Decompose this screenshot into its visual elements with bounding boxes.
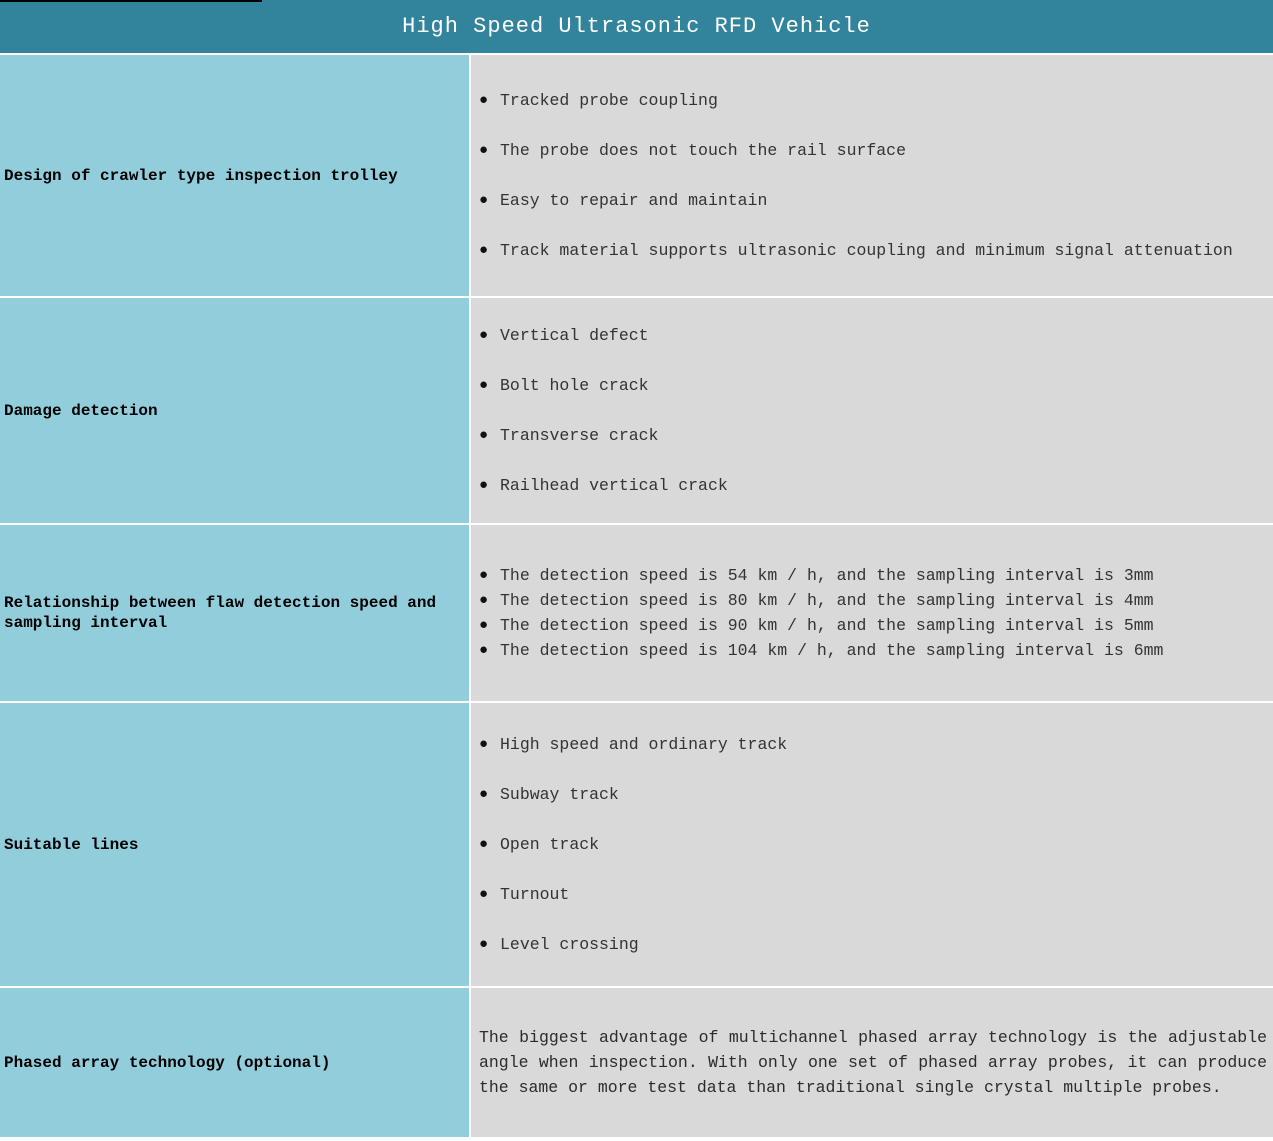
row-content-suitable-lines — [471, 703, 1273, 986]
list-item-text: Bolt hole crack — [500, 376, 649, 395]
list-item — [479, 311, 1267, 361]
list-item — [479, 870, 1267, 920]
list-item — [479, 76, 1267, 126]
row-content-phased-array — [471, 988, 1273, 1137]
list-item — [479, 411, 1267, 461]
bullet-icon: ● — [479, 886, 489, 903]
list-item-text: Tracked probe coupling — [500, 91, 718, 110]
list-item-text: Transverse crack — [500, 426, 659, 445]
list-item-text: The detection speed is 90 km / h, and the sampling interval is 5mm — [500, 616, 1154, 635]
table-row — [0, 703, 1273, 986]
list-item-text: The detection speed is 104 km / h, and the sampling interval is 6mm — [500, 641, 1164, 660]
row-label-speed-sampling — [0, 525, 469, 701]
list-item — [479, 613, 1267, 638]
row-label-text: Phased array technology (optional) — [4, 1053, 331, 1072]
list-item-text: Easy to repair and maintain — [500, 191, 768, 210]
row-label-crawler-trolley — [0, 55, 469, 296]
bullet-icon: ● — [479, 786, 489, 803]
list-item-text: Track material supports ultrasonic coupling and minimum signal attenuation — [500, 241, 1233, 260]
list-item-text: The detection speed is 54 km / h, and the sampling interval is 3mm — [500, 566, 1154, 585]
list-item — [479, 720, 1267, 770]
row-label-damage-detection — [0, 298, 469, 523]
list-item-text: Subway track — [500, 785, 619, 804]
row-content-damage-detection — [471, 298, 1273, 523]
row-label-text: Suitable lines — [4, 835, 139, 854]
row-label-text: Damage detection — [4, 401, 158, 420]
list-item-text: Level crossing — [500, 935, 639, 954]
table-row — [0, 525, 1273, 701]
bullet-icon: ● — [479, 836, 489, 853]
list-item — [479, 461, 1267, 511]
list-item — [479, 563, 1267, 588]
list-item-text: The probe does not touch the rail surface — [500, 141, 906, 160]
list-item — [479, 770, 1267, 820]
bullet-icon: ● — [479, 936, 489, 953]
phased-array-description: The biggest advantage of multichannel phased array technology is the adjustable angle when inspection. With only one set of phased array probes, it can produce the same or more test data than traditional single crystal multiple probes. — [479, 1028, 1267, 1097]
bullet-icon: ● — [479, 142, 489, 159]
table-header — [0, 0, 1273, 53]
bullet-icon: ● — [479, 192, 489, 209]
list-item — [479, 126, 1267, 176]
table-row — [0, 55, 1273, 296]
bullet-icon: ● — [479, 617, 489, 634]
list-item — [479, 588, 1267, 613]
bullet-icon: ● — [479, 377, 489, 394]
bullet-icon: ● — [479, 567, 489, 584]
row-content-crawler-trolley — [471, 55, 1273, 296]
bullet-icon: ● — [479, 592, 489, 609]
list-item-text: Railhead vertical crack — [500, 476, 728, 495]
table-title: High Speed Ultrasonic RFD Vehicle — [402, 14, 871, 39]
list-item — [479, 820, 1267, 870]
row-label-text: Relationship between flaw detection speed and sampling interval — [4, 594, 437, 632]
row-label-suitable-lines — [0, 703, 469, 986]
bullet-icon: ● — [479, 92, 489, 109]
bullet-icon: ● — [479, 477, 489, 494]
list-item-text: Vertical defect — [500, 326, 649, 345]
list-item — [479, 226, 1267, 276]
row-label-phased-array — [0, 988, 469, 1137]
row-label-text: Design of crawler type inspection trolley — [4, 166, 398, 185]
bullet-icon: ● — [479, 736, 489, 753]
table-row — [0, 988, 1273, 1139]
list-item-text: High speed and ordinary track — [500, 735, 788, 754]
list-item-text: Turnout — [500, 885, 570, 904]
list-item — [479, 176, 1267, 226]
list-item — [479, 361, 1267, 411]
list-item — [479, 638, 1267, 663]
bullet-icon: ● — [479, 427, 489, 444]
list-item-text: The detection speed is 80 km / h, and the sampling interval is 4mm — [500, 591, 1154, 610]
bullet-icon: ● — [479, 642, 489, 659]
table-row — [0, 298, 1273, 523]
bullet-icon: ● — [479, 242, 489, 259]
top-border-artifact — [0, 0, 262, 2]
bullet-icon: ● — [479, 327, 489, 344]
list-item-text: Open track — [500, 835, 600, 854]
list-item — [479, 920, 1267, 970]
row-content-speed-sampling — [471, 525, 1273, 701]
